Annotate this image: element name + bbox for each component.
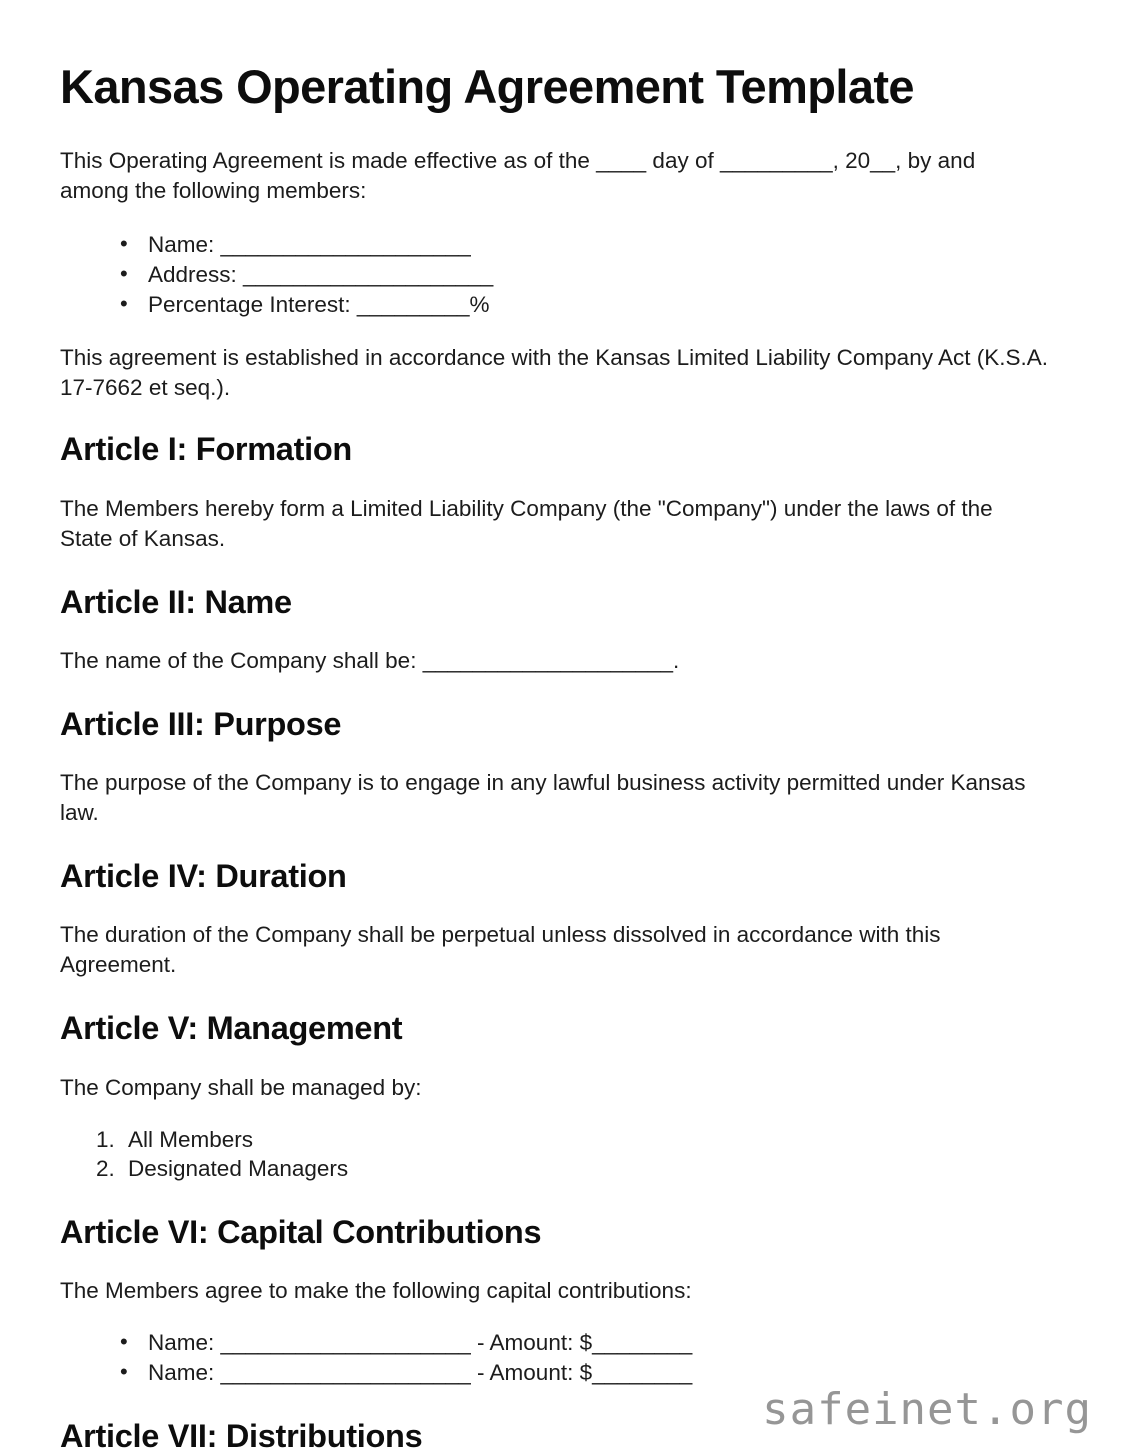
article-2-body: The name of the Company shall be: ____________________. xyxy=(60,647,680,673)
article-6-heading: Article VI: Capital Contributions xyxy=(60,1213,542,1250)
list-item: • Name: ____________________ - Amount: $________ xyxy=(120,1328,1050,1358)
article-1-heading: Article I: Formation xyxy=(60,431,352,468)
article-3-heading: Article III: Purpose xyxy=(60,705,342,742)
article-2-heading: Article II: Name xyxy=(60,583,292,620)
management-options-list xyxy=(60,1125,1050,1184)
list-item: All Members xyxy=(128,1126,254,1152)
site-watermark: safeinet.org xyxy=(762,1384,1092,1435)
list-item: • Name: ____________________ xyxy=(120,230,1050,260)
article-7-heading: Article VII: Distributions xyxy=(60,1418,423,1455)
member-fields-list xyxy=(60,230,1050,320)
page-title: Kansas Operating Agreement Template xyxy=(60,60,914,113)
article-3-body: The purpose of the Company is to engage in any lawful business activity permitted under Kansas law. xyxy=(60,770,1026,826)
article-6-body: The Members agree to make the following capital contributions: xyxy=(60,1278,692,1304)
list-item: • Name: ____________________ - Amount: $________ xyxy=(120,1358,1050,1388)
list-item: • Percentage Interest: _________% xyxy=(120,290,1050,320)
intro-paragraph: This Operating Agreement is made effective as of the ____ day of _________, 20__, by and among the following members: xyxy=(60,147,976,203)
list-item: • Address: ____________________ xyxy=(120,260,1050,290)
article-4-body: The duration of the Company shall be perpetual unless dissolved in accordance with this Agreement. xyxy=(60,922,941,978)
article-4-heading: Article IV: Duration xyxy=(60,858,347,895)
statute-paragraph: This agreement is established in accordance with the Kansas Limited Liability Company Act (K.S.A. 17-7662 et seq.). xyxy=(60,345,1048,401)
article-5-heading: Article V: Management xyxy=(60,1010,403,1047)
list-item: Designated Managers xyxy=(128,1156,349,1182)
article-5-body: The Company shall be managed by: xyxy=(60,1074,422,1100)
article-1-body: The Members hereby form a Limited Liability Company (the "Company") under the laws of the State of Kansas. xyxy=(60,495,993,551)
capital-contributions-list xyxy=(60,1328,1050,1388)
